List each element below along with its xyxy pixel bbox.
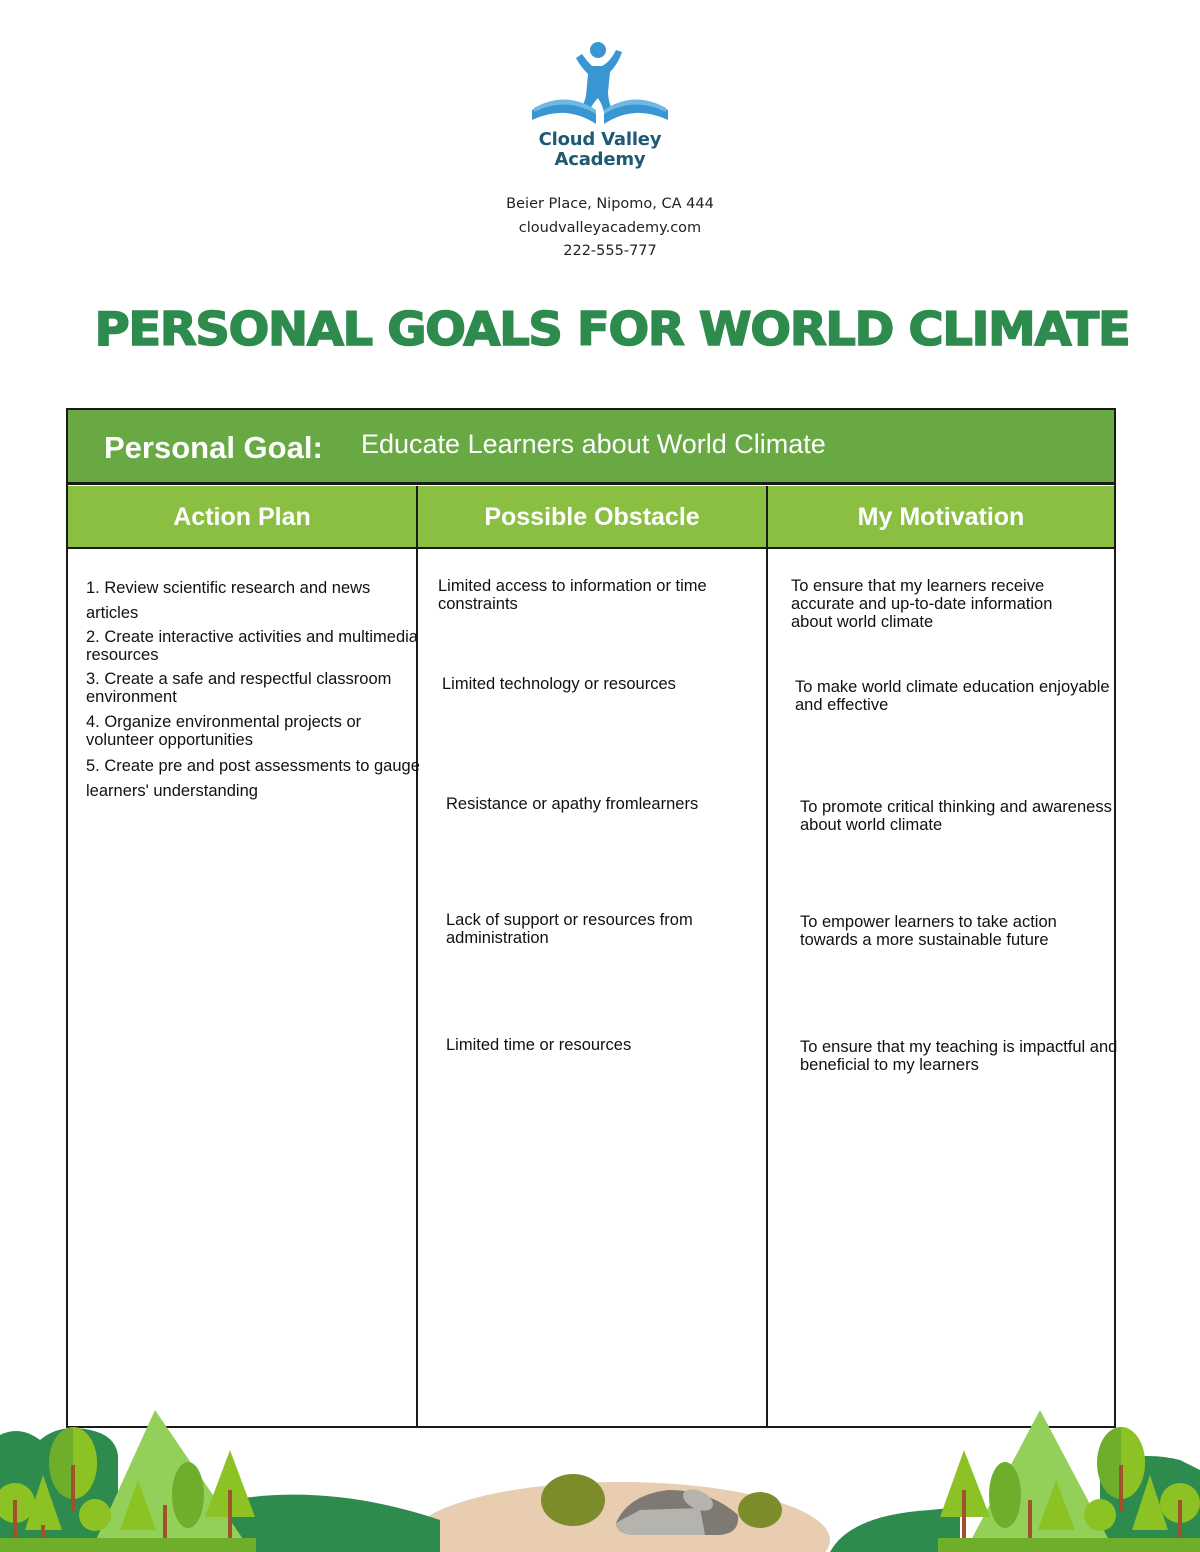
obstacle-item: Resistance or apathy fromlearners xyxy=(446,795,699,813)
personal-goal-value: Educate Learners about World Climate xyxy=(361,429,826,459)
column-divider xyxy=(766,486,768,1428)
action-plan-item: 4. Organize environmental projects or volunteer opportunities xyxy=(86,713,362,749)
column-header-possible-obstacle: Possible Obstacle xyxy=(484,503,700,531)
column-header-row xyxy=(68,486,1114,549)
action-plan-item: 3. Create a safe and respectful classroom environment xyxy=(86,670,392,706)
website: cloudvalleyacademy.com xyxy=(518,219,702,236)
obstacle-item: Limited access to information or time constraints xyxy=(438,577,707,613)
action-plan-item: 1. Review scientific research and news articles xyxy=(86,579,371,622)
goal-sheet xyxy=(66,408,1116,1428)
action-plan-item: 2. Create interactive activities and multimedia resources xyxy=(86,628,418,664)
academy-name-line1: Cloud Valley xyxy=(538,129,662,150)
motivation-item: To promote critical thinking and awareness about world climate xyxy=(800,798,1112,834)
motivation-item: To ensure that my learners receive accurate and up-to-date information about world climate xyxy=(791,577,1053,631)
phone: 222-555-777 xyxy=(563,243,657,259)
page-title: PERSONAL GOALS FOR WORLD CLIMATE xyxy=(94,302,1130,356)
contact-block xyxy=(400,193,820,264)
obstacle-item: Lack of support or resources from administration xyxy=(446,911,693,947)
personal-goal-bar xyxy=(68,410,1114,485)
column-header-action-plan: Action Plan xyxy=(173,503,311,531)
action-plan-item: 5. Create pre and post assessments to gauge learners' understanding xyxy=(86,757,420,800)
motivation-item: To make world climate education enjoyable and effective xyxy=(795,678,1110,714)
motivation-item: To ensure that my teaching is impactful and beneficial to my learners xyxy=(800,1038,1118,1074)
forest-landscape-illustration xyxy=(0,1395,1200,1552)
obstacle-item: Limited time or resources xyxy=(446,1036,632,1054)
academy-name-line2: Academy xyxy=(554,149,646,170)
personal-goal-label: Personal Goal: xyxy=(104,430,323,465)
obstacle-item: Limited technology or resources xyxy=(442,675,676,693)
address: Beier Place, Nipomo, CA 444 xyxy=(506,196,714,212)
column-header-my-motivation: My Motivation xyxy=(857,503,1025,531)
motivation-item: To empower learners to take action towards a more sustainable future xyxy=(800,913,1057,949)
academy-name xyxy=(500,130,700,170)
